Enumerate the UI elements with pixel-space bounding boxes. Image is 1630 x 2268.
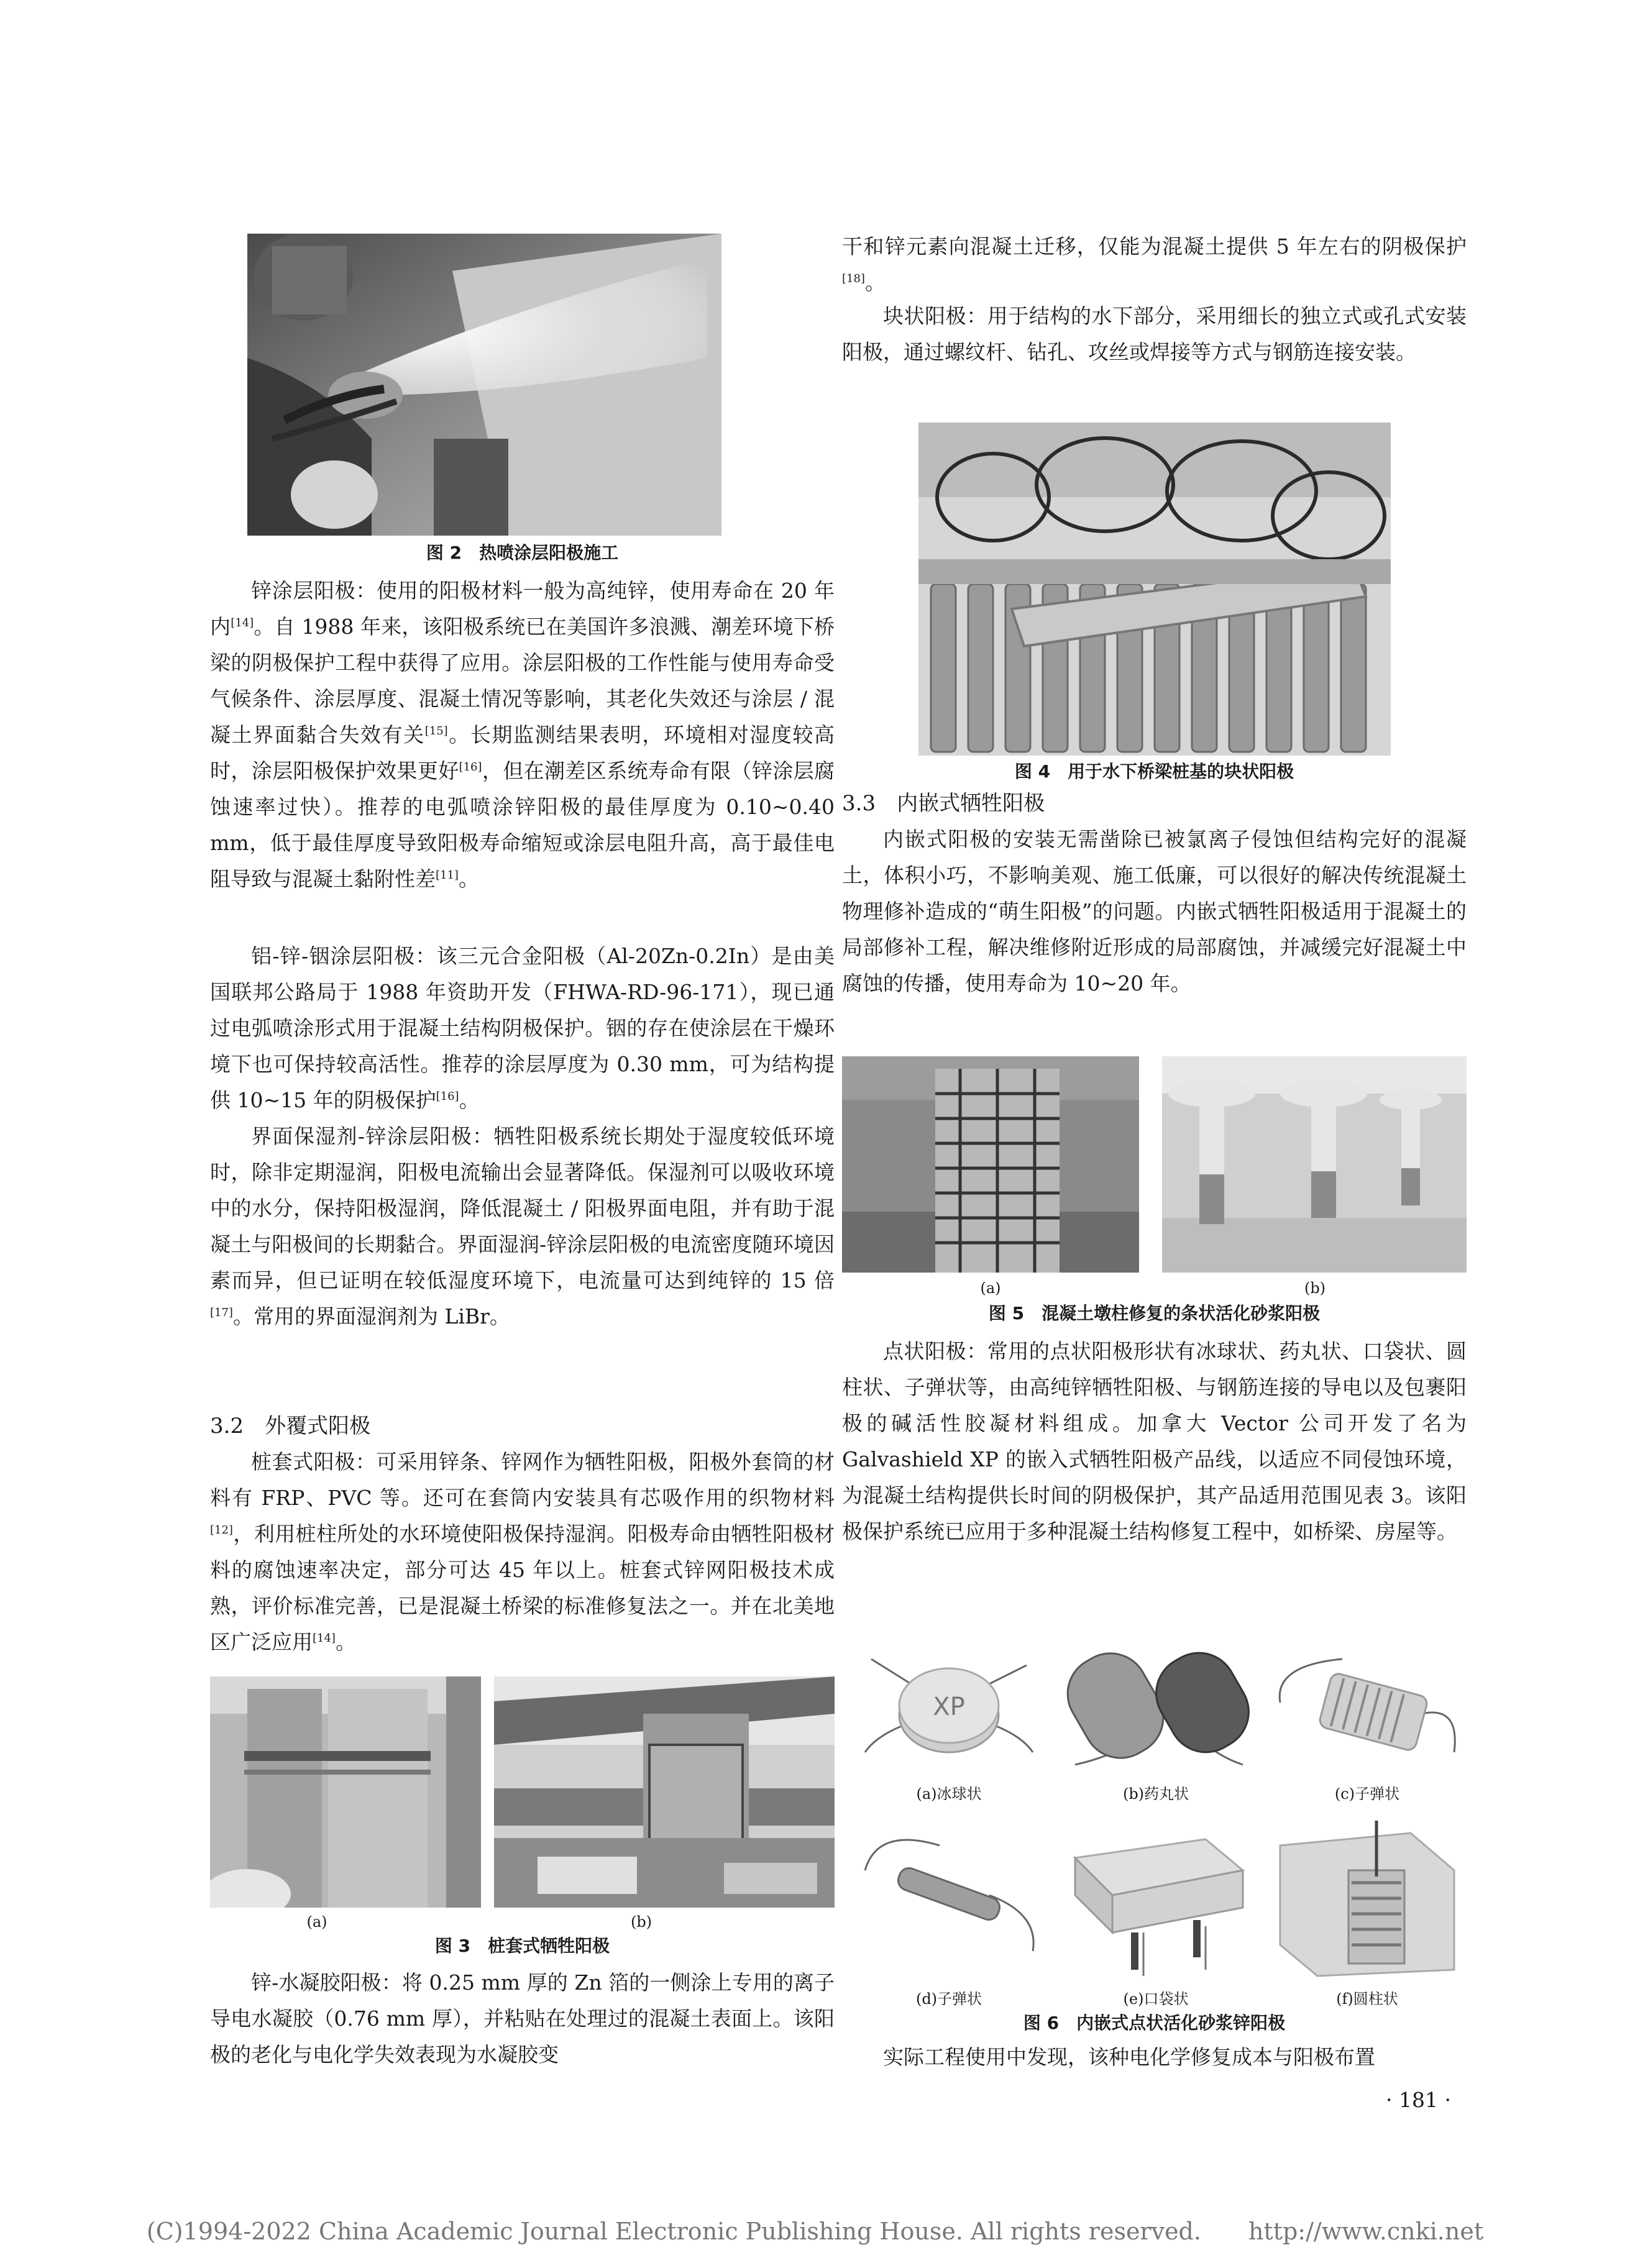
- paragraph-humectant-anode: 界面保湿剂-锌涂层阳极：牺牲阳极系统长期处于湿度较低环境时，除非定期湿润，阳极电流输出会显著降低。保湿剂可以吸收环境中的水分，保持阳极湿润，降低混凝土 / 阳极界面电阻，并有助于混凝土与阳极间的长期黏合。界面湿润-锌涂层阳极的电流密度随环境因素而异，但已证明在较低湿度环境下，电流量可达到纯锌的 15 倍[17]。常用的界面湿润剂为 LiBr。: [210, 1124, 835, 1328]
- figure-3-caption: 图 3 桩套式牺牲阳极: [434, 1936, 610, 1956]
- figure-3a-label: (a): [306, 1913, 327, 1931]
- figure-4-caption: 图 4 用于水下桥梁桩基的块状阳极: [1014, 761, 1294, 782]
- figure-6d-label: (d)子弹状: [915, 1990, 982, 2008]
- figure-6-caption: 图 6 内嵌式点状活化砂浆锌阳极: [1023, 2013, 1286, 2033]
- figure-3b-photo: [494, 1676, 835, 1908]
- figure-6b-label: (b)药丸状: [1122, 1785, 1189, 1803]
- page-number: · 181 ·: [1386, 2088, 1451, 2112]
- figure-2-caption: 图 2 热喷涂层阳极施工: [426, 542, 619, 563]
- figure-5b-label: (b): [1304, 1279, 1326, 1297]
- paragraph-point-anode: 点状阳极：常用的点状阳极形状有冰球状、药丸状、口袋状、圆柱状、子弹状等，由高纯锌牺牲阳极、与钢筋连接的导电以及包裹阳极的碱活性胶凝材料组成。加拿大 Vector 公司开发了名为 Galvashield XP 的嵌入式牺牲阳极产品线，以适应不同侵蚀环境，为混凝土结构提供长时间的阴极保护，其产品适用范围见表 3。该阳极保护系统已应用于多种混凝土结构修复工程中，如桥梁、房屋等。: [842, 1339, 1467, 1543]
- paragraph-al-zn-in-anode: 铝-锌-铟涂层阳极：该三元合金阳极（Al-20Zn-0.2In）是由美国联邦公路局于 1988 年资助开发（FHWA-RD-96-171），现已通过电弧喷涂形式用于混凝土结构阴极保护。铟的存在使涂层在干燥环境下也可保持较高活性。推荐的涂层厚度为 0.30 mm，可为结构提供 10~15 年的阴极保护[16]。: [210, 944, 835, 1112]
- paragraph-embedded-anode: 内嵌式阳极的安装无需凿除已被氯离子侵蚀但结构完好的混凝土，体积小巧，不影响美观、施工低廉，可以很好的解决传统混凝土物理修补造成的“萌生阳极”的问题。内嵌式牺牲阳极适用于混凝土的局部修补工程，解决维修附近形成的局部腐蚀，并减缓完好混凝土中腐蚀的传播，使用寿命为 10~20 年。: [842, 827, 1467, 995]
- paragraph-hydrogel-continued: 干和锌元素向混凝土迁移，仅能为混凝土提供 5 年左右的阴极保护[18]。: [842, 234, 1467, 295]
- copyright-footer: (C)1994-2022 China Academic Journal Electronic Publishing House. All rights reserved. http://www.cnki.net: [146, 2218, 1484, 2245]
- paragraph-block-anode: 块状阳极：用于结构的水下部分，采用细长的独立式或孔式安装阳极，通过螺纹杆、钻孔、攻丝或焊接等方式与钢筋连接安装。: [842, 304, 1467, 364]
- figure-6b-pill-anode: [1056, 1628, 1255, 1777]
- section-heading-3-3: 3.3 内嵌式牺牲阳极: [842, 791, 1045, 816]
- paragraph-zinc-coating-anode: 锌涂层阳极：使用的阳极材料一般为高纯锌，使用寿命在 20 年内[14]。自 1988 年来，该阳极系统已在美国许多浪溅、潮差环境下桥梁的阴极保护工程中获得了应用。涂层阳极的工作性能与使用寿命受气候条件、涂层厚度、混凝土情况等影响，其老化失效还与涂层 / 混凝土界面黏合失效有关[15]。长期监测结果表明，环境相对湿度较高时，涂层阳极保护效果更好[16]，但在潮差区系统寿命有限（锌涂层腐蚀速率过快）。推荐的电弧喷涂锌阳极的最佳厚度为 0.10~0.40 mm，低于最佳厚度导致阳极寿命缩短或涂层电阻升高，高于最佳电阻导致与混凝土黏附性差[11]。: [210, 578, 835, 891]
- paragraph-pile-jacket-anode: 桩套式阳极：可采用锌条、锌网作为牺牲阳极，阳极外套筒的材料有 FRP、PVC 等。还可在套筒内安装具有芯吸作用的织物材料[12]，利用桩柱所处的水环境使阳极保持湿润。阳极寿命由牺牲阳极材料的腐蚀速率决定，部分可达 45 年以上。桩套式锌网阳极技术成熟，评价标准完善，已是混凝土桥梁的标准修复法之一。并在北美地区广泛应用[14]。: [210, 1450, 835, 1654]
- figure-3a-photo: [210, 1676, 481, 1908]
- figure-6e-pocket-anode: [1056, 1821, 1255, 1982]
- figure-5b-photo: [1162, 1056, 1467, 1273]
- figure-6a-hockey-puck-anode: [853, 1628, 1045, 1777]
- section-heading-3-2: 3.2 外覆式阳极: [210, 1414, 371, 1438]
- figure-4-photo: [918, 423, 1391, 756]
- figure-3b-label: (b): [630, 1913, 652, 1931]
- paragraph-zinc-hydrogel-anode: 锌-水凝胶阳极：将 0.25 mm 厚的 Zn 箔的一侧涂上专用的离子导电水凝胶（0.76 mm 厚），并粘贴在处理过的混凝土表面上。该阳极的老化与电化学失效表现为水凝胶变: [210, 1970, 835, 2067]
- figure-2-photo: [247, 234, 721, 536]
- figure-6d-bullet-anode: [853, 1821, 1045, 1982]
- figure-6e-label: (e)口袋状: [1123, 1990, 1189, 2008]
- figure-6f-cylinder-anode: [1268, 1821, 1467, 1982]
- figure-6c-label: (c)子弹状: [1334, 1785, 1400, 1803]
- figure-6c-bullet-anode: [1268, 1628, 1467, 1777]
- svg-text:XP: XP: [933, 1693, 965, 1721]
- figure-5-caption: 图 5 混凝土墩柱修复的条状活化砂浆阳极: [988, 1303, 1321, 1324]
- figure-6f-label: (f)圆柱状: [1336, 1990, 1398, 2008]
- figure-6a-label: (a)冰球状: [916, 1785, 982, 1803]
- paragraph-practical-use: 实际工程使用中发现，该种电化学修复成本与阳极布置: [883, 2045, 1375, 2069]
- figure-5a-label: (a): [980, 1279, 1001, 1297]
- figure-5a-photo: [842, 1056, 1139, 1273]
